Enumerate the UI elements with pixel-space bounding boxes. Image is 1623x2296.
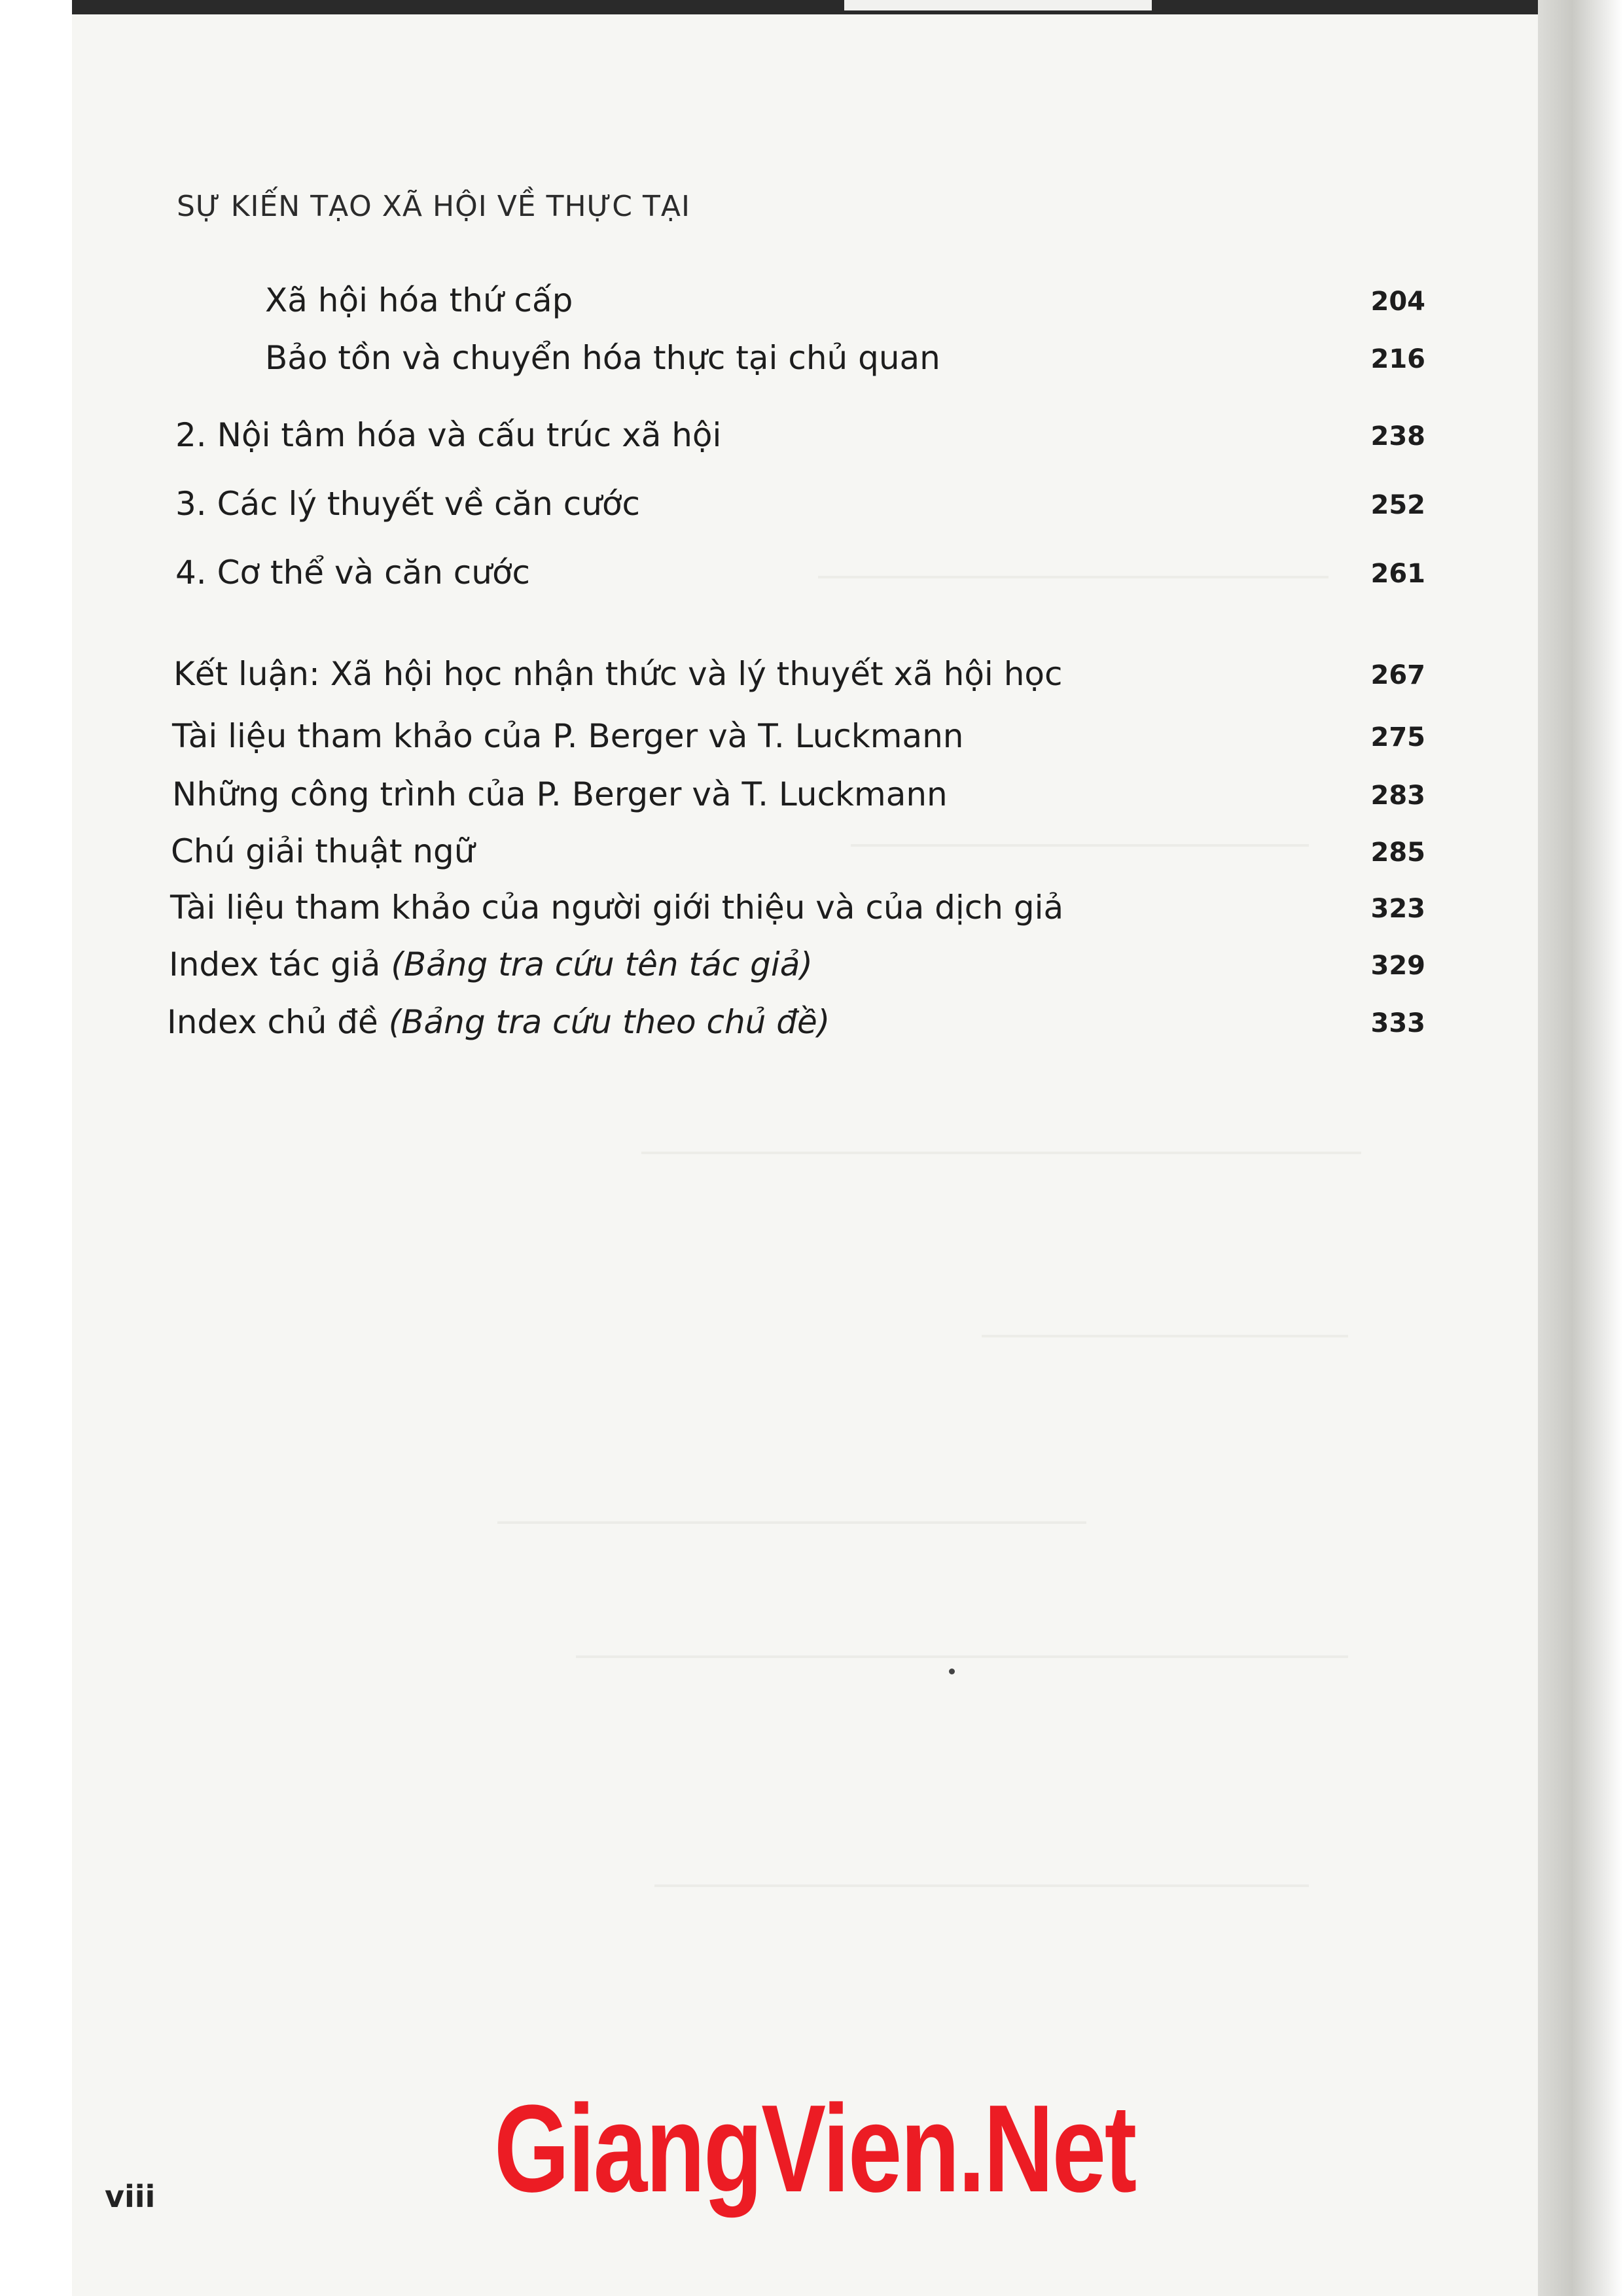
toc-entry[interactable] <box>0 554 1623 599</box>
toc-entry[interactable] <box>0 1003 1623 1049</box>
toc-entry-page: 285 <box>1370 838 1425 868</box>
toc-entry[interactable] <box>0 775 1623 821</box>
toc-entry-main: Index chủ đề <box>167 1003 378 1041</box>
toc-entry-subtitle: (Bảng tra cứu tên tác giả) <box>391 945 813 983</box>
page-number: viii <box>105 2179 156 2214</box>
toc-entry[interactable] <box>0 717 1623 763</box>
toc-entry-title: Kết luận: Xã hội học nhận thức và lý thuyết xã hội học <box>173 655 1063 693</box>
watermark: GiangVien.Net <box>494 2079 1135 2218</box>
scan-edge-top <box>72 0 1551 14</box>
show-through <box>497 1521 1086 1524</box>
toc-entry-title: Bảo tồn và chuyển hóa thực tại chủ quan <box>265 339 940 377</box>
toc-entry-page: 204 <box>1370 287 1425 317</box>
show-through <box>576 1655 1348 1658</box>
toc-entry-title <box>169 945 813 983</box>
toc-entry-main: Index tác giả <box>169 945 381 983</box>
toc-entry-page: 329 <box>1370 951 1425 981</box>
toc-entry-page: 323 <box>1370 894 1425 924</box>
toc-entry-title: Tài liệu tham khảo của P. Berger và T. Luckmann <box>172 717 964 755</box>
toc-entry-title: Tài liệu tham khảo của người giới thiệu và của dịch giả <box>170 889 1064 927</box>
toc-entry-title: 4. Cơ thể và căn cước <box>175 554 531 592</box>
toc-entry-page: 267 <box>1370 660 1425 690</box>
toc-entry[interactable] <box>0 339 1623 385</box>
toc-entry[interactable] <box>0 485 1623 531</box>
toc-entry[interactable] <box>0 281 1623 327</box>
toc-entry-title <box>167 1003 830 1041</box>
toc-entry[interactable] <box>0 889 1623 934</box>
toc-entry[interactable] <box>0 945 1623 991</box>
toc-entry[interactable] <box>0 416 1623 462</box>
toc-entry-page: 333 <box>1370 1008 1425 1038</box>
toc-entry-title: Chú giải thuật ngữ <box>171 832 475 870</box>
toc-entry-page: 275 <box>1370 722 1425 752</box>
show-through <box>982 1335 1348 1337</box>
toc-entry-page: 238 <box>1370 421 1425 451</box>
toc-entry-title: 3. Các lý thuyết về căn cước <box>175 485 640 523</box>
toc-entry[interactable] <box>0 655 1623 701</box>
running-head: SỰ KIẾN TẠO XÃ HỘI VỀ THỰC TẠI <box>177 190 690 223</box>
ink-speck <box>949 1669 955 1674</box>
toc-entry-subtitle: (Bảng tra cứu theo chủ đề) <box>388 1003 830 1041</box>
scan-edge-tab <box>844 0 1152 10</box>
toc-entry-page: 283 <box>1370 781 1425 811</box>
toc-entry-page: 252 <box>1370 490 1425 520</box>
toc-entry-title: 2. Nội tâm hóa và cấu trúc xã hội <box>175 416 722 454</box>
show-through <box>654 1884 1309 1887</box>
toc-entry-title: Xã hội hóa thứ cấp <box>265 281 573 319</box>
toc-entry-title: Những công trình của P. Berger và T. Luckmann <box>172 775 948 813</box>
toc-entry-page: 216 <box>1370 344 1425 374</box>
show-through <box>641 1152 1361 1154</box>
toc-entry-page: 261 <box>1370 559 1425 589</box>
toc-entry[interactable] <box>0 832 1623 878</box>
